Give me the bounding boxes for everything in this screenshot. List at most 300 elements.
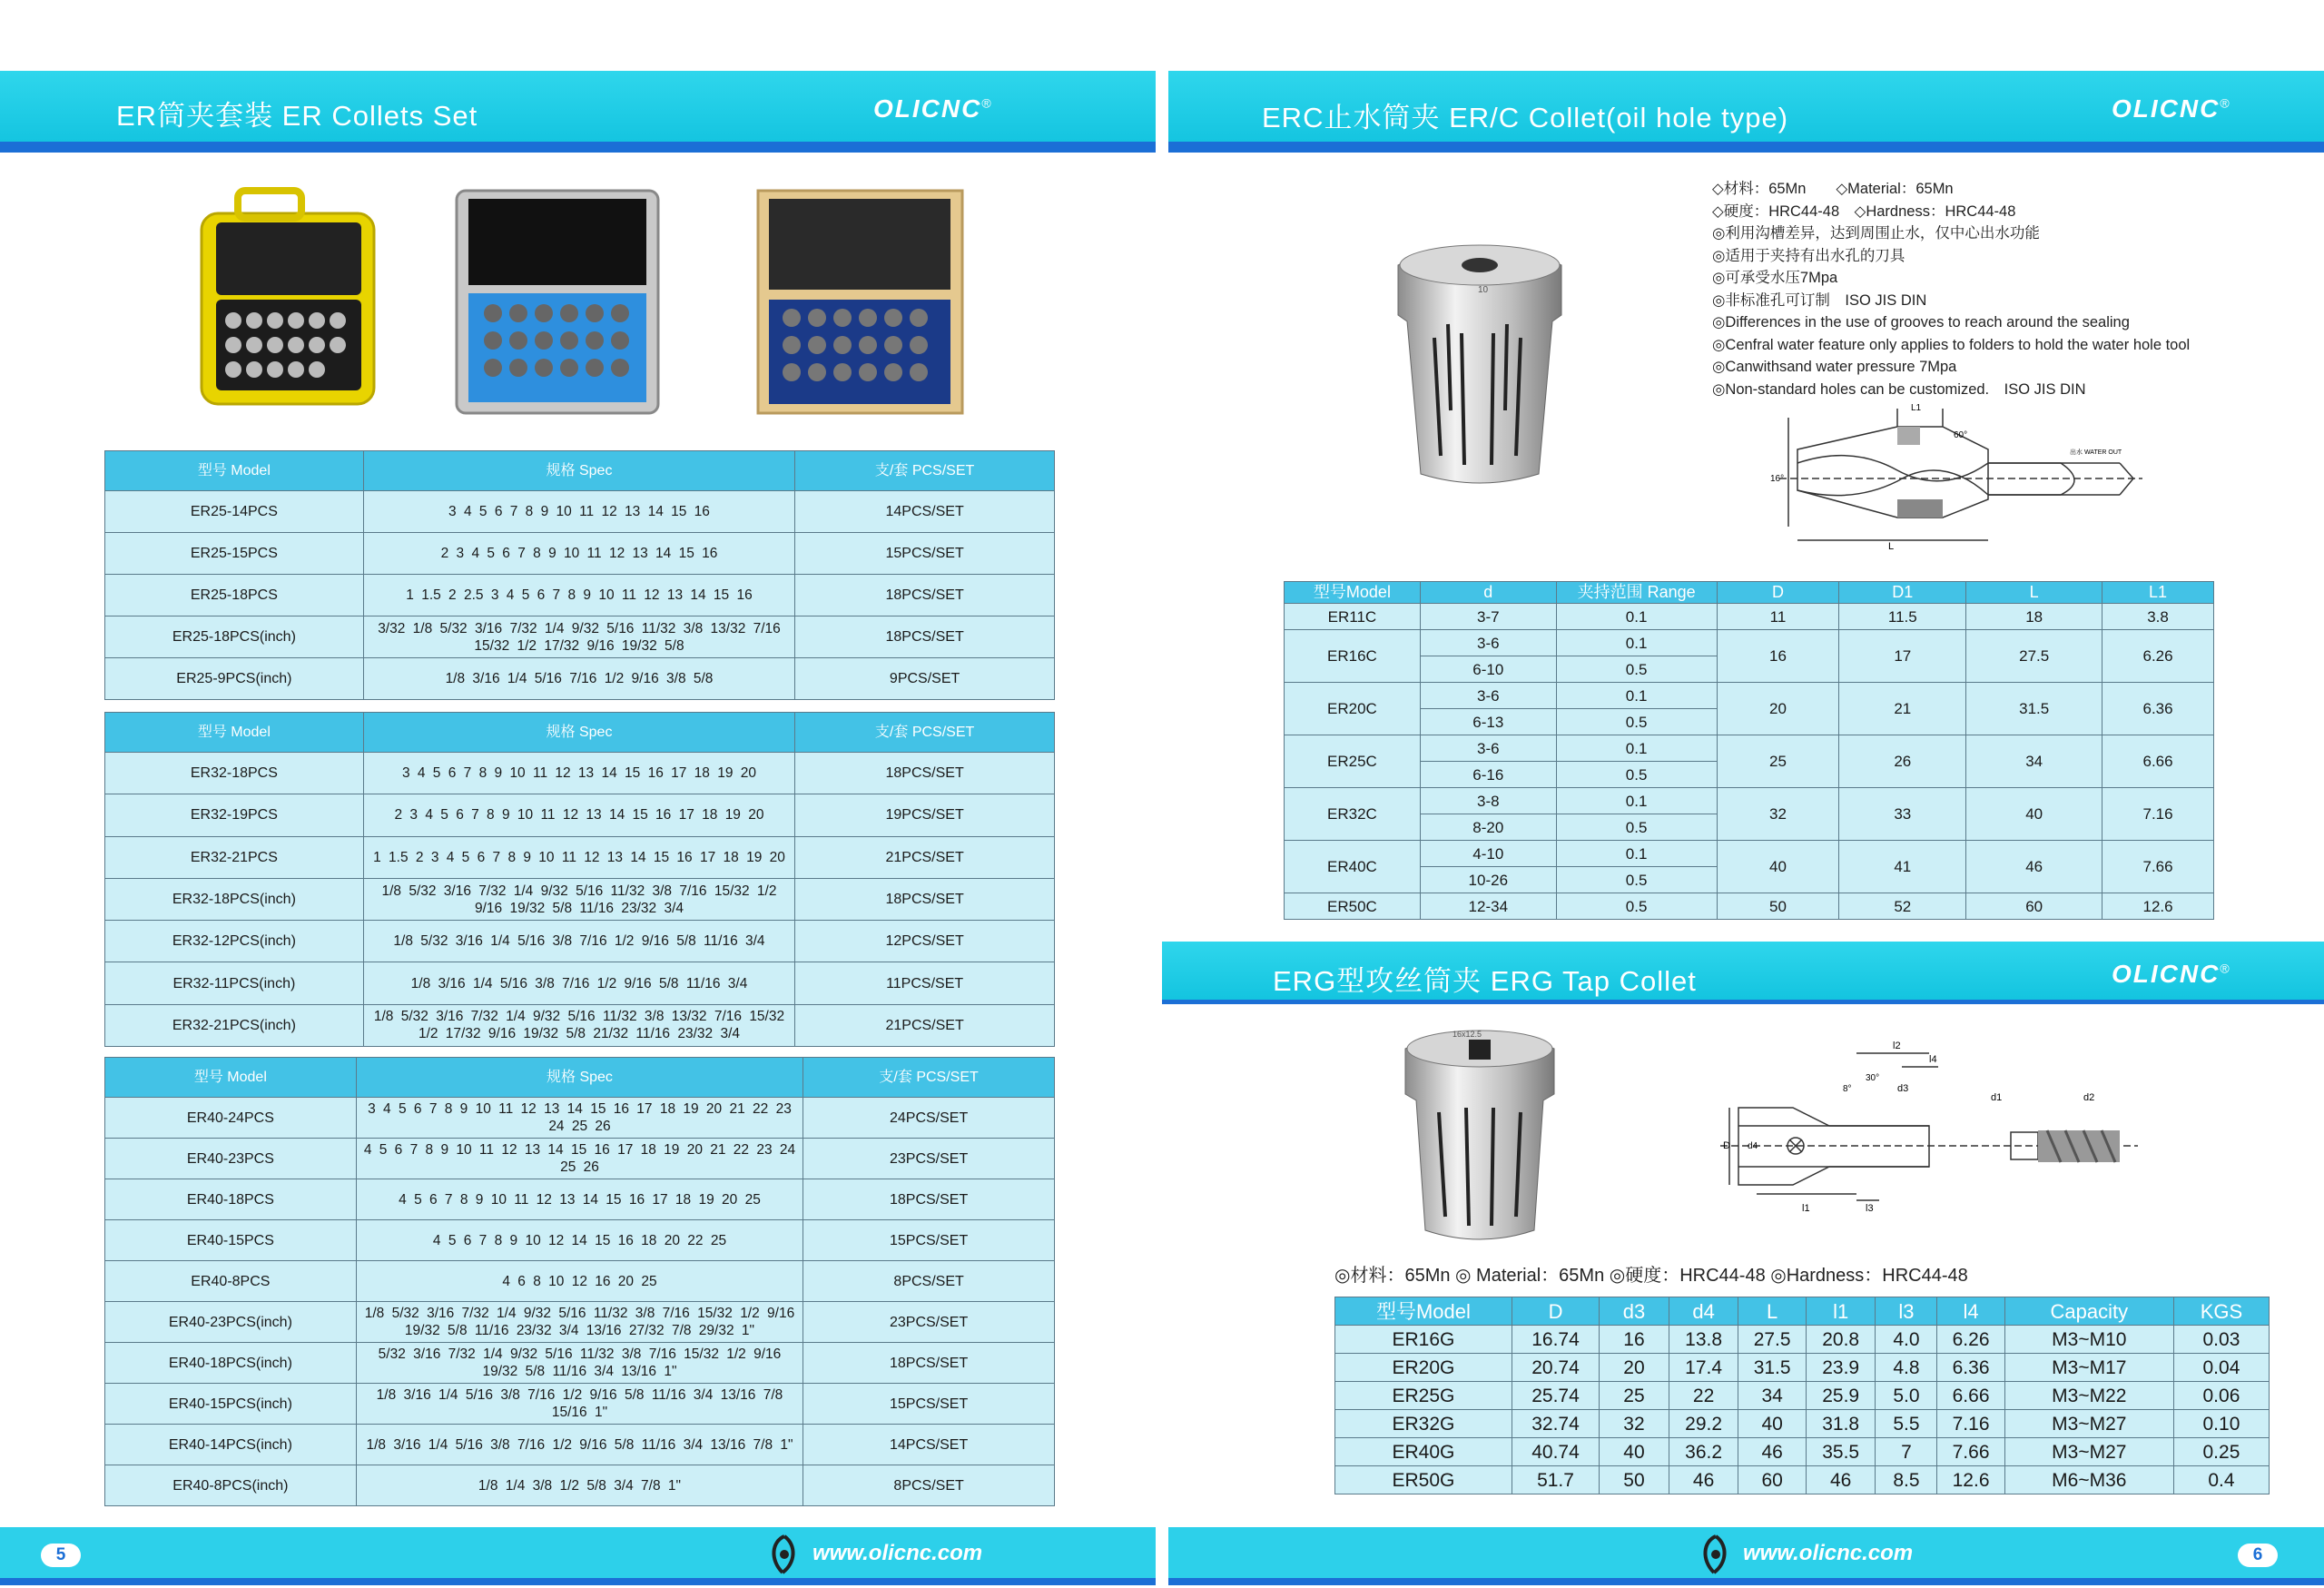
- erg-header-line: [1162, 1000, 2324, 1004]
- note: ◎Differences in the use of grooves to reach around the sealing: [1712, 314, 2130, 330]
- erg-cell: 51.7: [1512, 1466, 1599, 1494]
- D-cell: 16: [1717, 630, 1839, 683]
- set-row: [105, 1098, 1055, 1139]
- svg-text:16°: 16°: [1770, 474, 1785, 484]
- spec-cell: 1 1.5 2 2.5 3 4 5 6 7 8 9 10 11 12 13 14 15 16: [363, 575, 794, 616]
- model-cell: ER25-18PCS: [105, 575, 364, 616]
- spec-cell: 1/8 5/32 3/16 7/32 1/4 9/32 5/16 11/32 3/8 7/16 15/32 1/2 9/16 19/32 5/8 11/16 23/32 3/4 13/16 27/32 7/8 29/32 1": [356, 1302, 803, 1343]
- erg-spec-table: [1334, 1297, 2270, 1494]
- range-cell: 0.1: [1556, 841, 1717, 867]
- left-page-title: ER筒夹套装 ER Collets Set: [116, 100, 478, 132]
- pcs-cell: 18PCS/SET: [795, 616, 1055, 658]
- spec-cell: 4 5 6 7 8 9 10 11 12 13 14 15 16 17 18 19 20 21 22 23 24 25 26: [356, 1139, 803, 1179]
- erg-material-line: ◎材料：65Mn ◎ Material：65Mn ◎硬度：HRC44-48 ◎Hardness：HRC44-48: [1334, 1266, 1968, 1286]
- spec-cell: 4 5 6 7 8 9 10 11 12 13 14 15 16 17 18 19 20 25: [356, 1179, 803, 1220]
- erg-cell: M3~M22: [2004, 1382, 2173, 1410]
- right-logo: OLICNC®: [2112, 94, 2231, 123]
- erg-cell: ER40G: [1335, 1438, 1512, 1466]
- L1-cell: 7.66: [2102, 841, 2214, 893]
- erg-title: ERG型攻丝筒夹 ERG Tap Collet: [1273, 965, 1697, 997]
- erc-technical-drawing: [1761, 399, 2142, 558]
- d-cell: 12-34: [1420, 893, 1556, 920]
- d-cell: 6-13: [1420, 709, 1556, 735]
- pcs-cell: 18PCS/SET: [795, 575, 1055, 616]
- erg-cell: ER50G: [1335, 1466, 1512, 1494]
- svg-text:10: 10: [1478, 285, 1489, 295]
- erg-cell: 6.66: [1937, 1382, 2004, 1410]
- left-logo: OLICNC®: [873, 94, 993, 123]
- d-cell: 10-26: [1420, 867, 1556, 893]
- erg-cell: 20.8: [1806, 1326, 1876, 1354]
- d-cell: 6-10: [1420, 656, 1556, 683]
- spec-cell: 2 3 4 5 6 7 8 9 10 11 12 13 14 15 16: [363, 533, 794, 575]
- pcs-cell: 18PCS/SET: [803, 1179, 1055, 1220]
- erg-cell: 35.5: [1806, 1438, 1876, 1466]
- erg-cell: ER16G: [1335, 1326, 1512, 1354]
- model-cell: ER40-24PCS: [105, 1098, 357, 1139]
- pcs-cell: 9PCS/SET: [795, 658, 1055, 700]
- erg-cell: 8.5: [1876, 1466, 1937, 1494]
- erg-cell: 40: [1738, 1410, 1806, 1438]
- set-row: [105, 1425, 1055, 1465]
- col-L: L: [1738, 1297, 1806, 1326]
- D1-cell: 33: [1839, 788, 1966, 841]
- svg-text:L: L: [1888, 541, 1895, 552]
- model-cell: ER32-21PCS: [105, 836, 364, 878]
- L-cell: 40: [1966, 788, 2102, 841]
- set-row: [105, 1343, 1055, 1384]
- D1-cell: 11.5: [1839, 604, 1966, 630]
- col-capacity: Capacity: [2004, 1297, 2173, 1326]
- model-cell: ER40-15PCS: [105, 1220, 357, 1261]
- col-d: d: [1420, 582, 1556, 604]
- set-row: [105, 962, 1055, 1004]
- note: ◇硬度：HRC44-48 ◇Hardness：HRC44-48: [1712, 202, 2016, 220]
- col-L1: L1: [2102, 582, 2214, 604]
- erg-cell: 7.66: [1937, 1438, 2004, 1466]
- erg-cell: 40.74: [1512, 1438, 1599, 1466]
- col-model: 型号 Model: [105, 451, 364, 491]
- pcs-cell: 18PCS/SET: [803, 1343, 1055, 1384]
- D1-cell: 52: [1839, 893, 1966, 920]
- erc-notes: [1712, 178, 2190, 400]
- erg-cell: 25: [1600, 1382, 1669, 1410]
- erg-cell: 31.8: [1806, 1410, 1876, 1438]
- set-row: [105, 1004, 1055, 1046]
- erg-cell: ER20G: [1335, 1354, 1512, 1382]
- model-cell: ER40-15PCS(inch): [105, 1384, 357, 1425]
- note: ◎Non-standard holes can be customized. ISO JIS DIN: [1712, 380, 2086, 398]
- set-row: [105, 836, 1055, 878]
- model-cell: ER32-18PCS(inch): [105, 878, 364, 920]
- model-cell: ER32C: [1285, 788, 1421, 841]
- svg-text:60°: 60°: [1954, 430, 1968, 440]
- set-row: [105, 658, 1055, 700]
- spec-cell: 1/8 5/32 3/16 7/32 1/4 9/32 5/16 11/32 3/8 13/32 7/16 15/32 1/2 17/32 9/16 19/32 5/8 21/32 11/16 23/32 3/4: [363, 1004, 794, 1046]
- set-row: [105, 753, 1055, 794]
- svg-text:D: D: [1723, 1140, 1730, 1151]
- spec-cell: 5/32 3/16 7/32 1/4 9/32 5/16 11/32 3/8 7/16 15/32 1/2 9/16 19/32 5/8 11/16 3/4 13/16 1": [356, 1343, 803, 1384]
- model-cell: ER40-18PCS(inch): [105, 1343, 357, 1384]
- L-cell: 60: [1966, 893, 2102, 920]
- left-header-line: [0, 142, 1156, 153]
- model-cell: ER11C: [1285, 604, 1421, 630]
- L1-cell: 7.16: [2102, 788, 2214, 841]
- erg-cell: 6.36: [1937, 1354, 2004, 1382]
- D-cell: 25: [1717, 735, 1839, 788]
- erg-collet-photo: [1398, 1026, 1561, 1244]
- set-row: [105, 1384, 1055, 1425]
- erg-cell: 46: [1806, 1466, 1876, 1494]
- d-cell: 6-16: [1420, 762, 1556, 788]
- range-cell: 0.1: [1556, 604, 1717, 630]
- svg-text:d4: d4: [1748, 1141, 1758, 1151]
- range-cell: 0.5: [1556, 893, 1717, 920]
- col-D: D: [1717, 582, 1839, 604]
- D-cell: 20: [1717, 683, 1839, 735]
- note: ◎非标准孔可订制 ISO JIS DIN: [1712, 291, 1927, 309]
- set-row: [105, 1139, 1055, 1179]
- range-cell: 0.5: [1556, 762, 1717, 788]
- set-row: [105, 616, 1055, 658]
- erg-cell: 16: [1600, 1326, 1669, 1354]
- erc-row: [1285, 683, 2214, 709]
- svg-text:l2: l2: [1893, 1041, 1901, 1051]
- erg-cell: 40: [1600, 1438, 1669, 1466]
- pcs-cell: 15PCS/SET: [795, 533, 1055, 575]
- erg-cell: M6~M36: [2004, 1466, 2173, 1494]
- col-D1: D1: [1839, 582, 1966, 604]
- erg-cell: 6.26: [1937, 1326, 2004, 1354]
- pcs-cell: 8PCS/SET: [803, 1465, 1055, 1506]
- erg-cell: 36.2: [1669, 1438, 1738, 1466]
- aluminum-case-photo: [452, 186, 663, 418]
- d-cell: 3-6: [1420, 630, 1556, 656]
- svg-text:l4: l4: [1929, 1054, 1937, 1065]
- col-l4: l4: [1937, 1297, 2004, 1326]
- erg-row: [1335, 1466, 2270, 1494]
- erc-row: [1285, 630, 2214, 656]
- spec-cell: 1/8 3/16 1/4 5/16 7/16 1/2 9/16 3/8 5/8: [363, 658, 794, 700]
- svg-text:30°: 30°: [1866, 1073, 1880, 1083]
- set-row: [105, 1220, 1055, 1261]
- erg-cell: 27.5: [1738, 1326, 1806, 1354]
- pcs-cell: 14PCS/SET: [803, 1425, 1055, 1465]
- erg-cell: 0.04: [2173, 1354, 2269, 1382]
- set-row: [105, 794, 1055, 836]
- L1-cell: 6.26: [2102, 630, 2214, 683]
- spec-cell: 4 6 8 10 12 16 20 25: [356, 1261, 803, 1302]
- model-cell: ER32-19PCS: [105, 794, 364, 836]
- svg-text:d3: d3: [1897, 1083, 1909, 1094]
- model-cell: ER16C: [1285, 630, 1421, 683]
- website-url-right: www.olicnc.com: [1743, 1541, 1914, 1565]
- pcs-cell: 23PCS/SET: [803, 1302, 1055, 1343]
- pcs-cell: 23PCS/SET: [803, 1139, 1055, 1179]
- erg-row: [1335, 1326, 2270, 1354]
- range-cell: 0.5: [1556, 656, 1717, 683]
- svg-text:l3: l3: [1866, 1203, 1874, 1214]
- spec-cell: 4 5 6 7 8 9 10 12 14 15 16 18 20 22 25: [356, 1220, 803, 1261]
- note: ◎可承受水压7Mpa: [1712, 270, 1838, 286]
- model-cell: ER25-18PCS(inch): [105, 616, 364, 658]
- erg-cell: 20.74: [1512, 1354, 1599, 1382]
- note: ◎利用沟槽差异，达到周围止水，仅中心出水功能: [1712, 225, 2040, 242]
- erg-cell: 20: [1600, 1354, 1669, 1382]
- model-cell: ER40-8PCS(inch): [105, 1465, 357, 1506]
- svg-text:8°: 8°: [1843, 1084, 1852, 1094]
- erg-cell: M3~M17: [2004, 1354, 2173, 1382]
- erc-collet-photo: [1389, 238, 1571, 488]
- range-cell: 0.1: [1556, 630, 1717, 656]
- note: ◇材料：65Mn ◇Material：65Mn: [1712, 181, 1954, 197]
- svg-text:l1: l1: [1802, 1203, 1810, 1214]
- website-url-left: www.olicnc.com: [812, 1541, 983, 1565]
- svg-text:L1: L1: [1911, 403, 1922, 413]
- erc-row: [1285, 788, 2214, 814]
- col-model: 型号 Model: [105, 713, 364, 753]
- L-cell: 31.5: [1966, 683, 2102, 735]
- col-d3: d3: [1600, 1297, 1669, 1326]
- spec-cell: 3/32 1/8 5/32 3/16 7/32 1/4 9/32 5/16 11/32 3/8 13/32 7/16 15/32 1/2 17/32 9/16 19/32 5/8: [363, 616, 794, 658]
- col-pcs: 支/套 PCS/SET: [803, 1058, 1055, 1098]
- right-footer-line: [1168, 1578, 2324, 1585]
- erg-cell: 32: [1600, 1410, 1669, 1438]
- model-cell: ER40-18PCS: [105, 1179, 357, 1220]
- col-spec: 规格 Spec: [363, 451, 794, 491]
- L-cell: 46: [1966, 841, 2102, 893]
- spec-cell: 1/8 5/32 3/16 1/4 5/16 3/8 7/16 1/2 9/16 5/8 11/16 3/4: [363, 921, 794, 962]
- L1-cell: 3.8: [2102, 604, 2214, 630]
- erc-row: [1285, 735, 2214, 762]
- erg-cell: 25.9: [1806, 1382, 1876, 1410]
- erc-row: [1285, 604, 2214, 630]
- model-cell: ER50C: [1285, 893, 1421, 920]
- d-cell: 3-6: [1420, 735, 1556, 762]
- range-cell: 0.1: [1556, 788, 1717, 814]
- spec-cell: 1/8 1/4 3/8 1/2 5/8 3/4 7/8 1": [356, 1465, 803, 1506]
- set-row: [105, 921, 1055, 962]
- col-L: L: [1966, 582, 2102, 604]
- spec-cell: 1/8 3/16 1/4 5/16 3/8 7/16 1/2 9/16 5/8 11/16 3/4 13/16 7/8 15/16 1": [356, 1384, 803, 1425]
- erg-cell: 23.9: [1806, 1354, 1876, 1382]
- model-cell: ER25-9PCS(inch): [105, 658, 364, 700]
- erg-cell: 32.74: [1512, 1410, 1599, 1438]
- set-row: [105, 1261, 1055, 1302]
- d-cell: 3-7: [1420, 604, 1556, 630]
- model-cell: ER25-15PCS: [105, 533, 364, 575]
- er32-sets-table: [104, 712, 1055, 1047]
- erg-cell: 25.74: [1512, 1382, 1599, 1410]
- range-cell: 0.1: [1556, 735, 1717, 762]
- erg-cell: 31.5: [1738, 1354, 1806, 1382]
- erg-cell: ER25G: [1335, 1382, 1512, 1410]
- pcs-cell: 18PCS/SET: [795, 753, 1055, 794]
- col-kgs: KGS: [2173, 1297, 2269, 1326]
- svg-text:16x12.5: 16x12.5: [1452, 1030, 1482, 1039]
- range-cell: 0.5: [1556, 814, 1717, 841]
- L1-cell: 12.6: [2102, 893, 2214, 920]
- set-row: [105, 491, 1055, 533]
- L-cell: 18: [1966, 604, 2102, 630]
- pcs-cell: 12PCS/SET: [795, 921, 1055, 962]
- yellow-case-photo: [192, 186, 383, 418]
- erg-cell: 46: [1738, 1438, 1806, 1466]
- erg-cell: 29.2: [1669, 1410, 1738, 1438]
- D-cell: 32: [1717, 788, 1839, 841]
- erg-cell: M3~M27: [2004, 1438, 2173, 1466]
- set-row: [105, 533, 1055, 575]
- note: ◎适用于夹持有出水孔的刀具: [1712, 247, 1905, 264]
- pcs-cell: 11PCS/SET: [795, 962, 1055, 1004]
- note: ◎Cenfral water feature only applies to folders to hold the water hole tool: [1712, 336, 2191, 353]
- L1-cell: 6.36: [2102, 683, 2214, 735]
- erg-cell: 50: [1600, 1466, 1669, 1494]
- erg-cell: 0.4: [2173, 1466, 2269, 1494]
- erc-row: [1285, 841, 2214, 867]
- spec-cell: 1/8 3/16 1/4 5/16 3/8 7/16 1/2 9/16 5/8 11/16 3/4 13/16 7/8 1": [356, 1425, 803, 1465]
- set-row: [105, 1465, 1055, 1506]
- spec-cell: 3 4 5 6 7 8 9 10 11 12 13 14 15 16 17 18 19 20: [363, 753, 794, 794]
- pcs-cell: 14PCS/SET: [795, 491, 1055, 533]
- D1-cell: 17: [1839, 630, 1966, 683]
- erg-cell: 16.74: [1512, 1326, 1599, 1354]
- wooden-case-photo: [753, 186, 967, 418]
- model-cell: ER25C: [1285, 735, 1421, 788]
- right-header-line: [1168, 142, 2324, 153]
- pcs-cell: 21PCS/SET: [795, 1004, 1055, 1046]
- erg-cell: 46: [1669, 1466, 1738, 1494]
- erg-cell: 4.8: [1876, 1354, 1937, 1382]
- erg-cell: 7.16: [1937, 1410, 2004, 1438]
- model-cell: ER20C: [1285, 683, 1421, 735]
- col-range: 夹持范围 Range: [1556, 582, 1717, 604]
- col-model: 型号Model: [1335, 1297, 1512, 1326]
- erg-logo: OLICNC®: [2112, 960, 2231, 988]
- model-cell: ER40-8PCS: [105, 1261, 357, 1302]
- page-number-left: 5: [41, 1544, 81, 1567]
- erg-row: [1335, 1382, 2270, 1410]
- set-row: [105, 1179, 1055, 1220]
- range-cell: 0.1: [1556, 683, 1717, 709]
- model-cell: ER32-11PCS(inch): [105, 962, 364, 1004]
- note: ◎Canwithsand water pressure 7Mpa: [1712, 359, 1957, 375]
- L-cell: 34: [1966, 735, 2102, 788]
- range-cell: 0.5: [1556, 867, 1717, 893]
- model-cell: ER40-14PCS(inch): [105, 1425, 357, 1465]
- model-cell: ER32-18PCS: [105, 753, 364, 794]
- spec-cell: 1/8 5/32 3/16 7/32 1/4 9/32 5/16 11/32 3/8 7/16 15/32 1/2 9/16 19/32 5/8 11/16 23/32 3/4: [363, 878, 794, 920]
- D-cell: 40: [1717, 841, 1839, 893]
- spec-cell: 3 4 5 6 7 8 9 10 11 12 13 14 15 16 17 18 19 20 21 22 23 24 25 26: [356, 1098, 803, 1139]
- erg-row: [1335, 1410, 2270, 1438]
- pcs-cell: 24PCS/SET: [803, 1098, 1055, 1139]
- model-cell: ER25-14PCS: [105, 491, 364, 533]
- D1-cell: 26: [1839, 735, 1966, 788]
- svg-text:出水 WATER OUT: 出水 WATER OUT: [2070, 449, 2122, 456]
- svg-text:d2: d2: [2083, 1092, 2095, 1103]
- D1-cell: 21: [1839, 683, 1966, 735]
- pcs-cell: 18PCS/SET: [795, 878, 1055, 920]
- pcs-cell: 15PCS/SET: [803, 1220, 1055, 1261]
- model-cell: ER40-23PCS: [105, 1139, 357, 1179]
- erg-cell: 0.06: [2173, 1382, 2269, 1410]
- page-number-right: 6: [2238, 1544, 2278, 1567]
- erg-cell: 7: [1876, 1438, 1937, 1466]
- erg-cell: 5.5: [1876, 1410, 1937, 1438]
- erg-cell: 60: [1738, 1466, 1806, 1494]
- col-l3: l3: [1876, 1297, 1937, 1326]
- olicnc-swirl-icon: [1696, 1533, 1736, 1576]
- spec-cell: 1/8 3/16 1/4 5/16 3/8 7/16 1/2 9/16 5/8 11/16 3/4: [363, 962, 794, 1004]
- erg-cell: 13.8: [1669, 1326, 1738, 1354]
- erg-cell: 0.25: [2173, 1438, 2269, 1466]
- erg-cell: 0.10: [2173, 1410, 2269, 1438]
- col-spec: 规格 Spec: [356, 1058, 803, 1098]
- set-row: [105, 575, 1055, 616]
- spec-cell: 3 4 5 6 7 8 9 10 11 12 13 14 15 16: [363, 491, 794, 533]
- col-l1: l1: [1806, 1297, 1876, 1326]
- erg-row: [1335, 1438, 2270, 1466]
- col-pcs: 支/套 PCS/SET: [795, 713, 1055, 753]
- d-cell: 3-8: [1420, 788, 1556, 814]
- svg-text:d1: d1: [1991, 1092, 2003, 1103]
- erg-cell: ER32G: [1335, 1410, 1512, 1438]
- L1-cell: 6.66: [2102, 735, 2214, 788]
- set-row: [105, 878, 1055, 920]
- col-d4: d4: [1669, 1297, 1738, 1326]
- range-cell: 0.5: [1556, 709, 1717, 735]
- spec-cell: 1 1.5 2 3 4 5 6 7 8 9 10 11 12 13 14 15 16 17 18 19 20: [363, 836, 794, 878]
- D-cell: 11: [1717, 604, 1839, 630]
- L-cell: 27.5: [1966, 630, 2102, 683]
- col-model: 型号Model: [1285, 582, 1421, 604]
- right-page-title: ERC止水筒夹 ER/C Collet(oil hole type): [1262, 102, 1789, 133]
- d-cell: 4-10: [1420, 841, 1556, 867]
- col-pcs: 支/套 PCS/SET: [795, 451, 1055, 491]
- model-cell: ER32-21PCS(inch): [105, 1004, 364, 1046]
- erg-cell: M3~M10: [2004, 1326, 2173, 1354]
- left-footer-line: [0, 1578, 1156, 1585]
- d-cell: 3-6: [1420, 683, 1556, 709]
- erg-cell: 4.0: [1876, 1326, 1937, 1354]
- set-row: [105, 1302, 1055, 1343]
- erg-cell: 34: [1738, 1382, 1806, 1410]
- erg-row: [1335, 1354, 2270, 1382]
- model-cell: ER32-12PCS(inch): [105, 921, 364, 962]
- D1-cell: 41: [1839, 841, 1966, 893]
- erg-technical-drawing: [1720, 1026, 2147, 1217]
- d-cell: 8-20: [1420, 814, 1556, 841]
- olicnc-swirl-icon: [764, 1533, 804, 1576]
- pcs-cell: 21PCS/SET: [795, 836, 1055, 878]
- er25-sets-table: [104, 450, 1055, 700]
- erg-cell: 22: [1669, 1382, 1738, 1410]
- erc-spec-table: [1284, 581, 2214, 920]
- col-spec: 规格 Spec: [363, 713, 794, 753]
- pcs-cell: 15PCS/SET: [803, 1384, 1055, 1425]
- D-cell: 50: [1717, 893, 1839, 920]
- erg-cell: M3~M27: [2004, 1410, 2173, 1438]
- model-cell: ER40-23PCS(inch): [105, 1302, 357, 1343]
- pcs-cell: 19PCS/SET: [795, 794, 1055, 836]
- erg-cell: 17.4: [1669, 1354, 1738, 1382]
- er40-sets-table: [104, 1057, 1055, 1506]
- pcs-cell: 8PCS/SET: [803, 1261, 1055, 1302]
- erg-cell: 5.0: [1876, 1382, 1937, 1410]
- model-cell: ER40C: [1285, 841, 1421, 893]
- erc-row: [1285, 893, 2214, 920]
